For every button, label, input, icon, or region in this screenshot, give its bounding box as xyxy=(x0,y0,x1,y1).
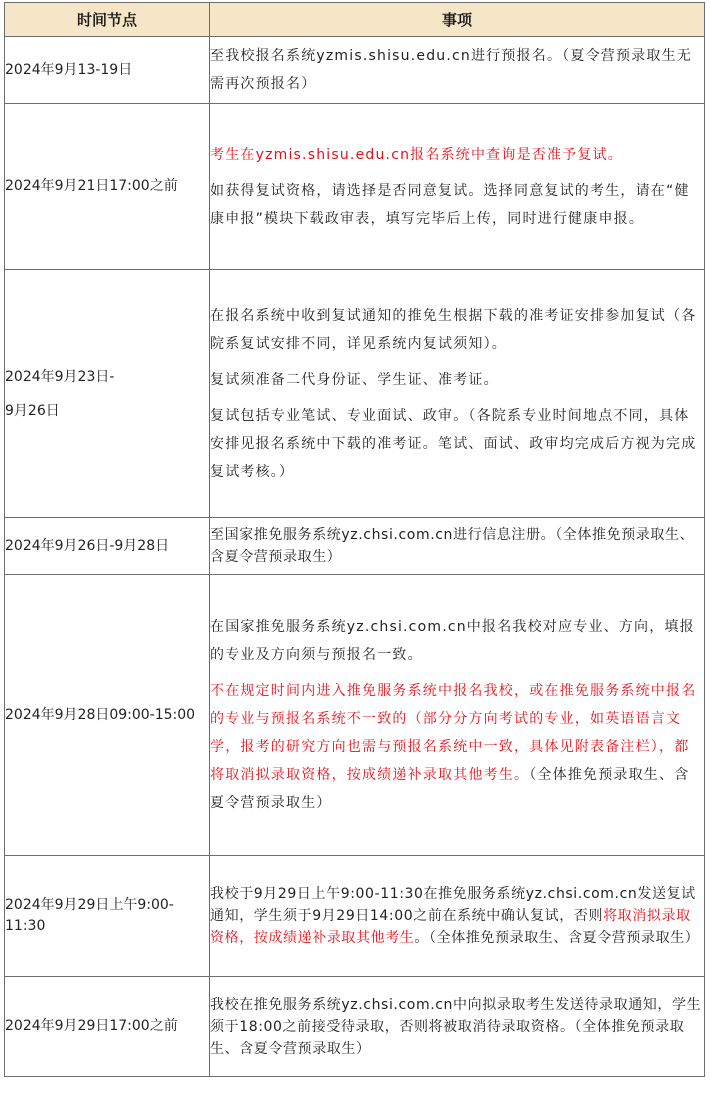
event-cell xyxy=(210,270,705,518)
table-row xyxy=(5,518,705,575)
event-text-warning: 将取消拟录取资格，按成绩递补录取其他考生 xyxy=(210,908,691,946)
event-text-warning: 不在规定时间内进入推免服务系统中报名我校，或在推免服务系统中报名的专业与预报名系统不一致的（部分分方向考试的专业，如英语语言文学，报考的研究方向也需与预报名系统中一致，具体见附表备注栏），都将取消拟录取资格，按成绩递补录取其他考生。 xyxy=(210,683,697,783)
date-line: 9月26日 xyxy=(5,402,60,419)
event-cell xyxy=(210,856,705,977)
event-text: 至国家推免服务系统yz.chsi.com.cn进行信息注册。（全体推免预录取生、含夏令营预录取生） xyxy=(210,527,695,565)
event-cell xyxy=(210,37,705,104)
date-cell: 2024年9月26日-9月28日 xyxy=(5,518,210,575)
table-row xyxy=(5,575,705,856)
event-text xyxy=(210,883,704,949)
event-text xyxy=(210,677,704,817)
date-cell: 2024年9月29日17:00之前 xyxy=(5,977,210,1077)
event-text-warning: 考生在yzmis.shisu.edu.cn报名系统中查询是否准予复试。 xyxy=(210,146,623,163)
table-row xyxy=(5,104,705,270)
event-text: 在国家推免服务系统yz.chsi.com.cn中报名我校对应专业、方向，填报的专业及方向须与预报名一致。 xyxy=(210,619,695,663)
date-cell xyxy=(5,270,210,518)
event-text-part: 我校于9月29日上午9:00-11:30在推免服务系统yz.chsi.com.cn发送复试通知，学生须于9月29日14:00之前在系统中确认复试，否则 xyxy=(210,886,696,924)
event-text: 复试包括专业笔试、专业面试、政审。（各院系专业时间地点不同，具体安排见报名系统中下载的准考证。笔试、面试、政审均完成后方视为完成复试考核。） xyxy=(210,407,697,480)
event-cell xyxy=(210,104,705,270)
date-cell: 2024年9月29日上午9:00-11:30 xyxy=(5,856,210,977)
event-text: 复试须准备二代身份证、学生证、准考证。 xyxy=(210,371,499,388)
table-row xyxy=(5,977,705,1077)
schedule-table xyxy=(4,2,705,1077)
event-text-tail: （全体推免预录取生、含夏令营预录取生） xyxy=(210,767,690,811)
event-text: 至我校报名系统yzmis.shisu.edu.cn进行预报名。（夏令营预录取生无需再次预报名） xyxy=(210,48,692,92)
event-cell xyxy=(210,575,705,856)
event-text: 我校在推免服务系统yz.chsi.com.cn中向拟录取考生发送待录取通知，学生须于18:00之前接受待录取，否则将被取消待录取资格。（全体推免预录取生、含夏令营预录取生） xyxy=(210,996,702,1057)
event-text: 在报名系统中收到复试通知的推免生根据下载的准考证安排参加复试（各院系复试安排不同，详见系统内复试须知）。 xyxy=(210,307,697,352)
date-cell: 2024年9月21日17:00之前 xyxy=(5,104,210,270)
event-cell xyxy=(210,518,705,575)
event-text: 如获得复试资格，请选择是否同意复试。选择同意复试的考生，请在“健康申报”模块下载政审表，填写完毕后上传，同时进行健康申报。 xyxy=(210,182,690,227)
event-cell xyxy=(210,977,705,1077)
date-line: 2024年9月23日- xyxy=(5,368,115,385)
table-row xyxy=(5,37,705,104)
table-row xyxy=(5,270,705,518)
date-cell: 2024年9月13-19日 xyxy=(5,37,210,104)
date-cell: 2024年9月28日09:00-15:00 xyxy=(5,575,210,856)
header-time: 时间节点 xyxy=(5,3,210,37)
table-row xyxy=(5,856,705,977)
table-header-row xyxy=(5,3,705,37)
header-event: 事项 xyxy=(210,3,705,37)
event-text-part: 。（全体推免预录取生、含夏令营预录取生） xyxy=(414,930,700,946)
